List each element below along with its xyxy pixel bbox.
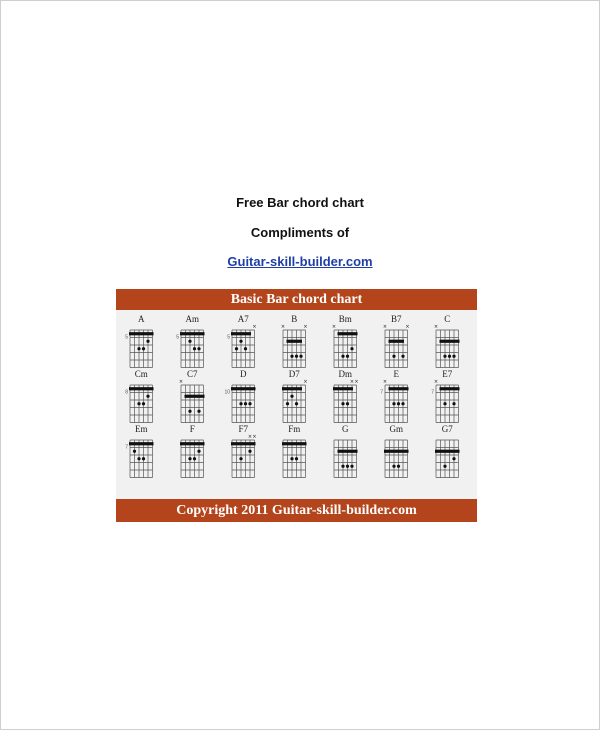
finger-dot — [401, 402, 404, 405]
finger-dot — [392, 402, 395, 405]
finger-dot — [239, 457, 242, 460]
chord-name: Fm — [288, 424, 301, 434]
finger-dot — [295, 402, 298, 405]
fret-number: 10 — [224, 389, 230, 396]
finger-dot — [188, 410, 191, 413]
chord-name: Am — [185, 314, 199, 324]
finger-dot — [452, 355, 455, 358]
finger-dot — [133, 450, 136, 453]
finger-dot — [290, 457, 293, 460]
muted-string-mark: × — [303, 324, 308, 330]
finger-dot — [235, 347, 238, 350]
chord-name: A7 — [237, 314, 249, 324]
fret-number: 7 — [431, 389, 434, 396]
barre-bar — [231, 387, 256, 390]
finger-dot — [452, 457, 455, 460]
finger-dot — [146, 340, 149, 343]
barre-bar — [180, 332, 205, 335]
barre-bar — [440, 340, 460, 343]
barre-bar — [389, 340, 405, 343]
finger-dot — [142, 347, 145, 350]
barre-bar — [185, 395, 205, 398]
finger-dot — [295, 355, 298, 358]
finger-dot — [295, 457, 298, 460]
chord-name: D7 — [288, 369, 300, 379]
chord-name: F — [189, 424, 195, 434]
finger-dot — [188, 457, 191, 460]
barre-bar — [129, 332, 154, 335]
barre-bar — [231, 442, 256, 445]
muted-string-mark: × — [247, 434, 253, 440]
finger-dot — [248, 450, 251, 453]
finger-dot — [137, 457, 140, 460]
chord-diagrams — [116, 310, 477, 499]
muted-string-mark: × — [382, 324, 388, 330]
chord-name: Gm — [389, 424, 403, 434]
chord-name: Bm — [338, 314, 352, 324]
chord-name: G7 — [441, 424, 453, 434]
copyright-banner: Copyright 2011 Guitar-skill-builder.com — [116, 499, 477, 522]
compliments-text: Compliments of — [250, 225, 350, 240]
muted-string-mark: × — [354, 379, 359, 385]
finger-dot — [197, 410, 200, 413]
chord-chart-image — [116, 289, 477, 522]
finger-dot — [443, 465, 446, 468]
chord-name: C7 — [186, 369, 198, 379]
fret-number: 5 — [125, 334, 128, 341]
barre-bar — [231, 332, 251, 335]
finger-dot — [290, 355, 293, 358]
finger-dot — [341, 402, 344, 405]
fret-number: 5 — [176, 334, 179, 341]
chord-name: Em — [135, 424, 148, 434]
fret-number: 7 — [380, 389, 383, 396]
finger-dot — [448, 355, 451, 358]
finger-dot — [146, 395, 149, 398]
muted-string-mark: × — [433, 324, 439, 330]
finger-dot — [346, 402, 349, 405]
finger-dot — [350, 347, 353, 350]
barre-bar — [333, 387, 353, 390]
finger-dot — [239, 340, 242, 343]
finger-dot — [248, 402, 251, 405]
muted-string-mark: × — [433, 379, 439, 385]
muted-string-mark: × — [252, 434, 257, 440]
finger-dot — [137, 347, 140, 350]
finger-dot — [341, 465, 344, 468]
barre-bar — [180, 442, 205, 445]
chord-name: E — [393, 369, 399, 379]
barre-bar — [384, 450, 409, 453]
finger-dot — [401, 355, 404, 358]
chord-name: A — [138, 314, 145, 324]
muted-string-mark: × — [178, 379, 184, 385]
muted-string-mark: × — [349, 379, 355, 385]
finger-dot — [188, 340, 191, 343]
finger-dot — [346, 465, 349, 468]
barre-bar — [338, 450, 358, 453]
finger-dot — [397, 465, 400, 468]
finger-dot — [443, 402, 446, 405]
barre-bar — [440, 387, 460, 390]
barre-bar — [389, 387, 409, 390]
chord-name: E7 — [442, 369, 453, 379]
website-link[interactable]: Guitar-skill-builder.com — [227, 254, 373, 269]
muted-string-mark: × — [252, 324, 257, 330]
chord-name: Dm — [338, 369, 352, 379]
finger-dot — [193, 347, 196, 350]
finger-dot — [350, 465, 353, 468]
chord-name: F7 — [238, 424, 249, 434]
finger-dot — [286, 402, 289, 405]
chord-name: B — [291, 314, 298, 324]
document-title: Free Bar chord chart — [236, 195, 364, 210]
finger-dot — [341, 355, 344, 358]
muted-string-mark: × — [303, 379, 308, 385]
muted-string-mark: × — [280, 324, 286, 330]
finger-dot — [443, 355, 446, 358]
fret-number: 8 — [125, 389, 128, 396]
finger-dot — [397, 402, 400, 405]
finger-dot — [197, 347, 200, 350]
finger-dot — [392, 465, 395, 468]
finger-dot — [197, 450, 200, 453]
chart-title-banner: Basic Bar chord chart — [116, 289, 477, 310]
chord-name: B7 — [390, 314, 402, 324]
muted-string-mark: × — [405, 324, 410, 330]
finger-dot — [392, 355, 395, 358]
finger-dot — [137, 402, 140, 405]
barre-bar — [129, 387, 154, 390]
finger-dot — [452, 402, 455, 405]
finger-dot — [244, 402, 247, 405]
finger-dot — [244, 347, 247, 350]
barre-bar — [435, 450, 460, 453]
fret-number: 5 — [227, 334, 230, 341]
muted-string-mark: × — [382, 379, 388, 385]
finger-dot — [193, 457, 196, 460]
muted-string-mark: × — [331, 324, 337, 330]
finger-dot — [239, 402, 242, 405]
finger-dot — [299, 355, 302, 358]
chord-name: G — [342, 424, 349, 434]
chord-name: D — [240, 369, 247, 379]
finger-dot — [142, 457, 145, 460]
barre-bar — [282, 387, 302, 390]
finger-dot — [290, 395, 293, 398]
barre-bar — [287, 340, 303, 343]
fret-number: 7 — [125, 444, 128, 451]
chord-name: Cm — [134, 369, 148, 379]
finger-dot — [346, 355, 349, 358]
barre-bar — [129, 442, 154, 445]
chord-name: C — [444, 314, 451, 324]
barre-bar — [282, 442, 307, 445]
finger-dot — [142, 402, 145, 405]
barre-bar — [338, 332, 358, 335]
